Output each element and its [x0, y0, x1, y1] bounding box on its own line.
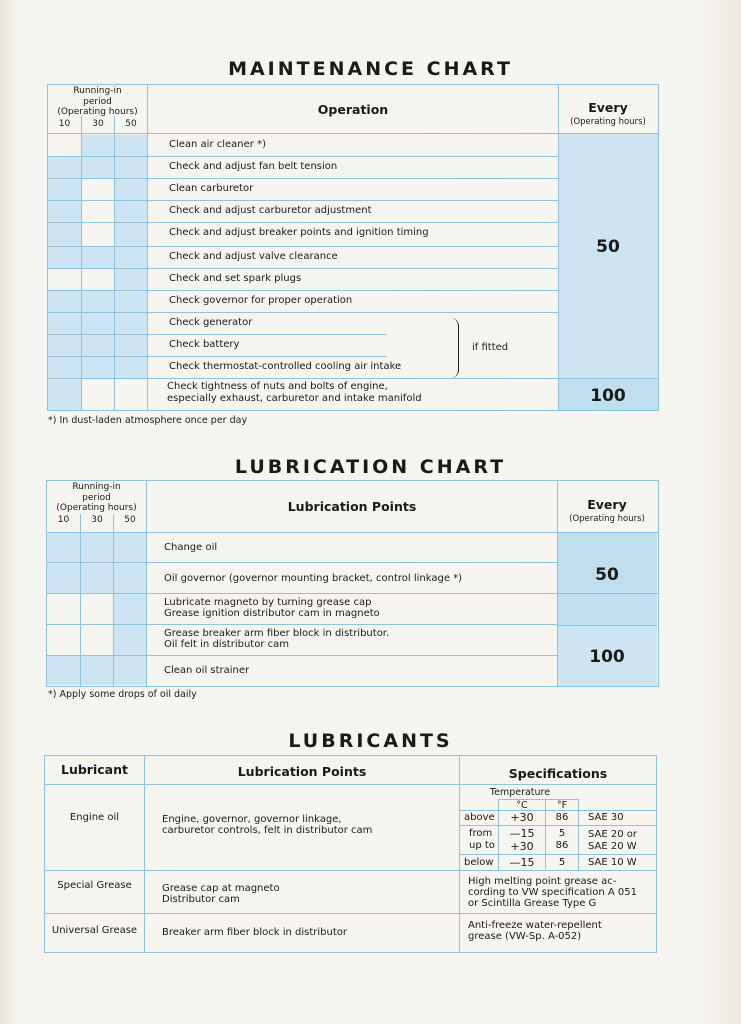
special-grease-points [162, 883, 280, 905]
below-celsius: —15 [509, 856, 535, 869]
maintenance-col-rule [114, 116, 115, 410]
special-grease-label: Special Grease [57, 880, 132, 891]
range-fahrenheit-high: 86 [555, 840, 569, 851]
engine-oil-points-line-1: Engine, governor, governor linkage, [162, 814, 342, 825]
hours-50: 50 [125, 119, 137, 129]
up-to-label: up to [469, 840, 495, 851]
below-label: below [464, 857, 494, 868]
engine-oil-points [162, 814, 372, 836]
lubrication-point-line: Grease ignition distributor cam in magneto [164, 608, 380, 619]
period-label: period [82, 492, 111, 503]
if-fitted-label: if fitted [472, 342, 509, 353]
lubrication-point-line: Lubricate magneto by turning grease cap [164, 597, 372, 608]
maintenance-operation-row: Clean carburetor [169, 183, 254, 194]
maintenance-chart-title: MAINTENANCE CHART [228, 58, 513, 80]
from-label: from [469, 828, 493, 839]
last-row-line-1: Check tightness of nuts and bolts of engine, [167, 381, 388, 392]
special-grease-spec-2: cording to VW specification A 051 [468, 887, 638, 898]
engine-oil-points-line-2: carburetor controls, felt in distributor cam [162, 825, 373, 836]
every-header: Every [588, 100, 628, 115]
universal-grease-spec-1: Anti-freeze water-repellent [468, 920, 602, 931]
lubrication-point-line: Oil felt in distributor cam [164, 639, 289, 650]
universal-grease-spec-2: grease (VW-Sp. A-052) [468, 931, 582, 942]
hours-10: 10 [58, 119, 71, 129]
specifications-header: Specifications [508, 766, 608, 781]
lubrication-header-rule [46, 532, 659, 533]
lubrication-every-rule [557, 625, 657, 626]
if-fitted-brace [448, 318, 459, 378]
maintenance-header-rule [47, 133, 659, 134]
maintenance-col-rule [81, 116, 82, 410]
engine-oil-label: Engine oil [69, 812, 120, 823]
lubrication-footnote: *) Apply some drops of oil daily [48, 689, 197, 700]
below-grade: SAE 10 W [588, 857, 637, 868]
hours-10: 10 [57, 515, 70, 525]
lubrication-point-row [164, 542, 217, 553]
temperature-header: Temperature [489, 787, 551, 798]
lubrication-point-line: Clean oil strainer [164, 665, 250, 676]
maintenance-operation-row: Check and adjust breaker points and ignition timing [169, 227, 429, 238]
maintenance-operation-row: Check and adjust carburetor adjustment [169, 205, 372, 216]
universal-grease-label: Universal Grease [51, 925, 138, 936]
running-in-label: Running-in [73, 86, 122, 96]
lubrication-interval-50: 50 [595, 565, 619, 585]
operating-hours-label: (Operating hours) [56, 503, 137, 513]
lubrication-col-rule [80, 514, 81, 687]
special-grease-point-1: Grease cap at magneto [162, 883, 280, 894]
temp-col-rule [578, 799, 579, 870]
lubrication-point-line: Oil governor (governor mounting bracket, control linkage *) [164, 573, 463, 584]
maintenance-operation-row: Check and set spark plugs [169, 273, 302, 284]
special-grease-point-2: Distributor cam [162, 894, 240, 905]
running-in-label: Running-in [72, 482, 121, 492]
range-celsius [499, 827, 545, 853]
lubrication-interval-100: 100 [589, 647, 625, 667]
maintenance-interval-50: 50 [596, 237, 620, 257]
every-subheader: (Operating hours) [570, 117, 646, 127]
range-grade-2: SAE 20 W [588, 841, 637, 852]
lubrication-chart-title: LUBRICATION CHART [234, 456, 507, 478]
maintenance-last-row [167, 381, 422, 405]
range-grade-1: SAE 20 or [588, 829, 638, 840]
lubrication-point-line: Change oil [164, 542, 218, 553]
maintenance-operation-row: Check thermostat-controlled cooling air intake [169, 361, 402, 372]
range-fahrenheit [546, 828, 578, 852]
temp-rule [459, 825, 657, 826]
lubricants-title: LUBRICANTS [288, 730, 453, 752]
lubrication-point-line: Grease breaker arm fiber block in distributor. [164, 628, 390, 639]
above-celsius: +30 [510, 811, 534, 824]
special-grease-spec [468, 876, 637, 909]
lubrication-point-row [164, 573, 462, 584]
maintenance-operation-row: Check generator [169, 317, 253, 328]
above-fahrenheit: 86 [555, 812, 569, 823]
lubrication-points-header: Lubrication Points [287, 499, 417, 514]
last-row-line-2: especially exhaust, carburetor and intake manifold [167, 393, 422, 404]
lubrication-points-header: Lubrication Points [237, 764, 367, 779]
maintenance-every-rule [558, 378, 658, 379]
temp-rule [459, 854, 657, 855]
hours-30: 30 [92, 119, 104, 129]
lubrication-col-rule [113, 514, 114, 687]
special-grease-spec-1: High melting point grease ac- [468, 876, 617, 887]
range-labels [469, 828, 495, 852]
maintenance-running-in-header [48, 86, 147, 118]
hours-50: 50 [124, 515, 136, 525]
lubrication-point-row [164, 665, 249, 676]
range-celsius-high: +30 [510, 840, 534, 853]
universal-grease-point: Breaker arm fiber block in distributor [162, 927, 347, 938]
lubricants-header-rule [44, 784, 657, 785]
lubrication-point-row [164, 597, 380, 619]
maintenance-col-rule [147, 84, 148, 410]
maintenance-interval-100: 100 [590, 386, 626, 406]
operation-header: Operation [317, 102, 389, 117]
below-fahrenheit: 5 [558, 857, 566, 868]
every-subheader: (Operating hours) [569, 514, 645, 524]
every-header: Every [587, 497, 627, 512]
maintenance-operation-row: Check and adjust valve clearance [169, 251, 338, 262]
range-celsius-low: —15 [509, 827, 535, 840]
above-grade: SAE 30 [588, 812, 624, 823]
special-grease-spec-3: or Scintilla Grease Type G [468, 898, 597, 909]
maintenance-operation-row: Check battery [169, 339, 240, 350]
lubricant-header: Lubricant [61, 762, 128, 777]
period-label: period [83, 96, 112, 107]
hours-30: 30 [91, 515, 103, 525]
range-grade [588, 829, 637, 853]
fahrenheit-unit: °F [556, 800, 568, 811]
celsius-unit: °C [516, 800, 528, 811]
maintenance-footnote: *) In dust-laden atmosphere once per day [48, 415, 248, 426]
lubricants-row-rule [44, 913, 657, 914]
above-label: above [464, 812, 495, 823]
lubrication-point-row [164, 628, 389, 650]
lubrication-running-in-header [47, 482, 146, 514]
maintenance-operation-row: Check governor for proper operation [169, 295, 353, 306]
maintenance-operation-row: Check and adjust fan belt tension [169, 161, 338, 172]
maintenance-operation-row: Clean air cleaner *) [169, 139, 266, 150]
universal-grease-spec [468, 920, 602, 942]
lubricants-row-rule [44, 870, 657, 871]
range-fahrenheit-low: 5 [558, 828, 566, 839]
operating-hours-label: (Operating hours) [57, 107, 138, 117]
